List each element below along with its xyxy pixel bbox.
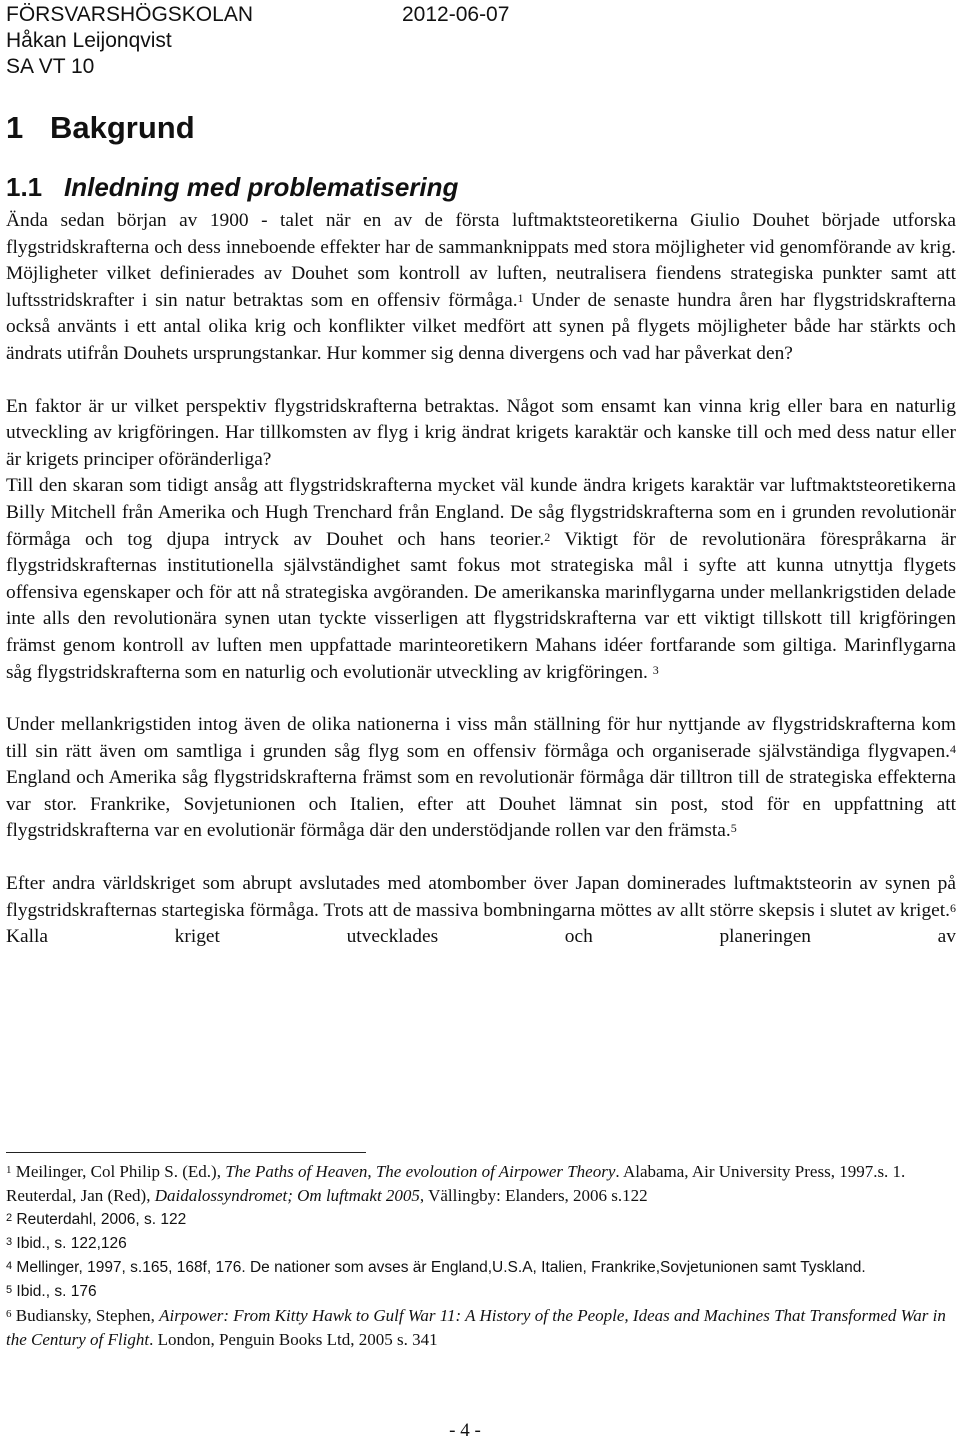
footnote-4 — [6, 1256, 956, 1280]
subsection-heading — [6, 170, 458, 204]
footnote-5 — [6, 1280, 956, 1304]
footnote-ref-3[interactable]: 3 — [652, 662, 659, 677]
footnote-2-mark: 2 — [6, 1212, 13, 1224]
footnote-5-mark: 5 — [6, 1284, 13, 1296]
header-course: SA VT 10 — [6, 55, 95, 78]
paragraph-1-text-a: Ända sedan början av 1900 - talet när en av de första luftmaktsteoretikerna Giulio Douhet började utforska flygstridskrafterna och dess inneboende effekter har de sammanknippats med stora möjligheter vid genomförande av krig. Möjligheter vilket definierades av Douhet som kontroll av luften, neutralisera fiendens strategiska punkter samt att luftsstridskrafter i sin natur betraktas som en offensiv förmåga. — [6, 210, 956, 311]
footnote-4-text: Mellinger, 1997, s.165, 168f, 176. De nationer som avses är England,U.S.A, Italien, Frankrike,Sovjetunionen samt Tyskland. — [12, 1259, 866, 1276]
footnote-6 — [6, 1304, 956, 1352]
footnote-1-mark: 1 — [6, 1164, 12, 1176]
footnote-1-author: Meilinger, Col Philip S. (Ed.), — [11, 1162, 226, 1181]
footnote-4-mark: 4 — [6, 1260, 13, 1272]
paragraph-4-text-a: Under mellankrigstiden intog även de olika nationerna i viss mån ställning för hur nyttjande av flygstridskrafterna kom till sin rätt även om samtliga i grunden såg flyg som en offensiv förmåga och organiserade självständiga flygvapen. — [6, 714, 956, 762]
footnote-6-publisher: . London, Penguin Books Ltd, 2005 s. 341 — [149, 1330, 438, 1349]
paragraph-3-text-b: Viktigt för de revolutionära förespråkarna är flygstridskrafternas institutionella självständighet samt fokus mot strategiska mål i syfte att kunna utnyttja flygets offensiva egenskaper och för att nå strategiska avgöranden. De amerikanska marinflygarna under mellankrigstiden delade inte alls den revolutionära synen utan tyckte visserligen att flygstridskrafterna var ett viktigt tillskott till krigföringen främst genom kontroll av luften men uppfattade marinteoretikern Mahans idéer fortfarande som giltiga. Marinflygarna såg flygstridskrafterna som en naturlig och evolutionär utveckling av krigföringen. — [6, 528, 956, 683]
paragraph-1-text-b: Under de senaste hundra åren har flygstridskrafterna också använts i ett antal olika krig och konflikter vilket medfört att synen på flygets möjligheter både har stärkts och ändrats utifrån Douhets ursprungstankar. Hur kommer sig denna divergens och vad har påverkat den? — [6, 289, 956, 364]
footnote-1-publisher-2: , Vällingby: Elanders, 2006 s.122 — [419, 1186, 648, 1205]
footnote-ref-2[interactable]: 2 — [544, 529, 551, 544]
footnote-6-mark: 6 — [6, 1308, 12, 1320]
footnote-1-sep: , — [367, 1162, 376, 1181]
footnote-ref-4[interactable]: 4 — [950, 741, 956, 756]
paragraph-3 — [6, 473, 956, 686]
footnote-ref-6[interactable]: 6 — [950, 900, 956, 915]
footnote-1-title: The Paths of Heaven — [225, 1162, 368, 1181]
footnote-5-text: Ibid., s. 176 — [12, 1283, 97, 1300]
footnote-3 — [6, 1232, 956, 1256]
section-heading — [6, 108, 195, 148]
footnote-ref-1[interactable]: 1 — [517, 290, 524, 305]
section-title: Bakgrund — [50, 110, 195, 145]
page-header — [6, 2, 253, 80]
footnote-6-title: Airpower: From Kitty Hawk to Gulf War 11: A History of the People, Ideas and Machines That Transformed War in the Century of Flight — [6, 1306, 946, 1349]
paragraph-5 — [6, 871, 956, 951]
body-text — [6, 208, 956, 951]
paragraph-2: En faktor är ur vilket perspektiv flygstridskrafterna betraktas. Något som ensamt kan vinna krig eller bara en naturlig utveckling av krigföringen. Har tillkomsten av flyg i krig ändrat krigets karaktär och kanske till och med dess natur eller är krigets principer oföränderliga? — [6, 395, 956, 470]
paragraph-4-text-b: England och Amerika såg flygstridskrafterna främst som en revolutionär förmåga där tilltron till de strategiska effekterna var stor. Frankrike, Sovjetunionen och Italien, efter att Douhet lämnat sin post, stod för en uppfattning att flygstridskrafterna var en evolutionär förmåga där den understödjande rollen var den främsta. — [6, 767, 956, 842]
section-number: 1 — [6, 110, 24, 145]
paragraph-3-text-a: Till den skaran som tidigt ansåg att flygstridskrafterna mycket väl kunde ändra krigets karaktär var luftmaktsteoretikerna Billy Mitchell från Amerika och Hugh Trenchard från England. De såg flygstridskrafterna som en i grunden revolutionär förmåga och tog djupa intryck av Douhet och hans teorier. — [6, 475, 956, 550]
footnote-2 — [6, 1208, 956, 1232]
footnote-2-text: Reuterdahl, 2006, s. 122 — [12, 1211, 187, 1228]
footnote-6-author: Budiansky, Stephen, — [11, 1306, 160, 1325]
footnote-1-title-2: Daidalossyndromet; Om luftmakt 2005 — [154, 1186, 420, 1205]
header-date: 2012-06-07 — [402, 3, 510, 26]
paragraph-4 — [6, 712, 956, 845]
footnote-1-publisher: . Alabama, Air University Press, 1997.s. 1. Reuterdal, Jan (Red), — [6, 1162, 906, 1205]
footnote-3-mark: 3 — [6, 1236, 13, 1248]
footnotes — [6, 1160, 956, 1352]
footnote-separator — [6, 1152, 366, 1153]
footnote-1 — [6, 1160, 956, 1208]
paragraph-5-text-a: Efter andra världskriget som abrupt avslutades med atombomber över Japan dominerades luftmaktsteorin av synen på flygstridskrafternas startegiska förmåga. Trots att de massiva bombningarna möttes av allt större skepsis i slutet av kriget. — [6, 873, 956, 921]
footnote-ref-5[interactable]: 5 — [730, 821, 737, 836]
subsection-title: Inledning med problematisering — [64, 172, 459, 202]
page-number: - 4 - — [449, 1420, 481, 1441]
footnote-1-subtitle: The evoloution of Airpower Theory — [375, 1162, 616, 1181]
paragraph-5-text-b: Kalla kriget utvecklades och planeringen av — [6, 926, 956, 948]
footnote-3-text: Ibid., s. 122,126 — [12, 1235, 127, 1252]
subsection-number: 1.1 — [6, 172, 43, 202]
header-author: Håkan Leijonqvist — [6, 29, 172, 52]
header-school: FÖRSVARSHÖGSKOLAN — [6, 3, 253, 26]
paragraph-1 — [6, 208, 956, 368]
